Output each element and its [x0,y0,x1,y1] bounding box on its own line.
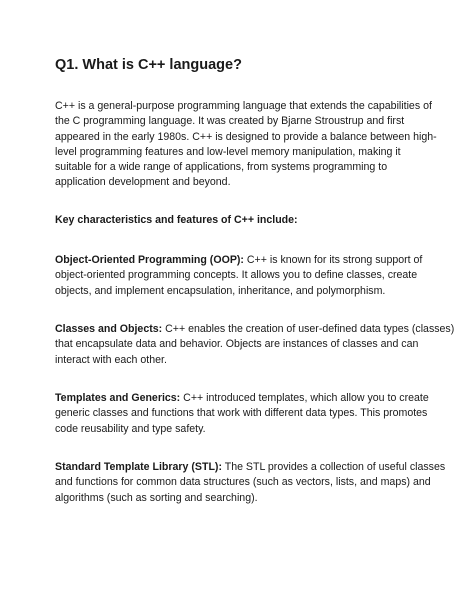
intro-line: application development and beyond. [55,176,231,189]
feature-line [55,253,425,268]
feature-line: code reusability and type safety. [55,422,206,435]
feature-line: algorithms (such as sorting and searching). [55,491,258,504]
feature-term: Standard Template Library (STL): [55,461,222,473]
feature-term: Classes and Objects: [55,323,163,335]
intro-paragraph [55,99,437,191]
feature-line: generic classes and functions that work with different data types. This promotes [55,407,428,420]
intro-line: the C programming language. It was created by Bjarne Stroustrup and first [55,115,405,128]
feature-line: objects, and implement encapsulation, inheritance, and polymorphism. [55,284,386,297]
feature-text: The STL provides a collection of useful classes [221,461,446,473]
feature-text: C++ enables the creation of user-defined data types (classes) [162,323,455,335]
feature-line [55,322,455,337]
feature-classes-objects [55,322,455,368]
feature-line [55,391,429,406]
feature-line: interact with each other. [55,353,167,366]
feature-term: Templates and Generics: [55,392,181,404]
intro-line: suitable for a wide range of applications, from systems programming to [55,161,388,174]
feature-stl [55,460,446,506]
feature-line: and functions for common data structures (such as vectors, lists, and maps) and [55,476,431,489]
feature-line: that encapsulate data and behavior. Objects are instances of classes and can [55,338,419,351]
feature-templates-generics [55,391,429,437]
page-title: Q1. What is C++ language? [55,57,242,73]
feature-line: object-oriented programming concepts. It allows you to define classes, create [55,269,418,282]
feature-text: C++ introduced templates, which allow you to create [180,392,429,404]
feature-term: Object-Oriented Programming (OOP): [55,254,244,266]
section-subheading [55,213,425,228]
feature-line [55,460,446,475]
intro-line: appeared in the early 1980s. C++ is designed to provide a balance between high- [55,130,437,143]
intro-line: C++ is a general-purpose programming language that extends the capabilities of [55,100,432,112]
feature-text: C++ is known for its strong support of [243,254,423,266]
feature-oop [55,253,425,299]
subheading-text: Key characteristics and features of C++ include: [55,214,298,226]
intro-line: level programming features and low-level memory manipulation, making it [55,145,401,158]
